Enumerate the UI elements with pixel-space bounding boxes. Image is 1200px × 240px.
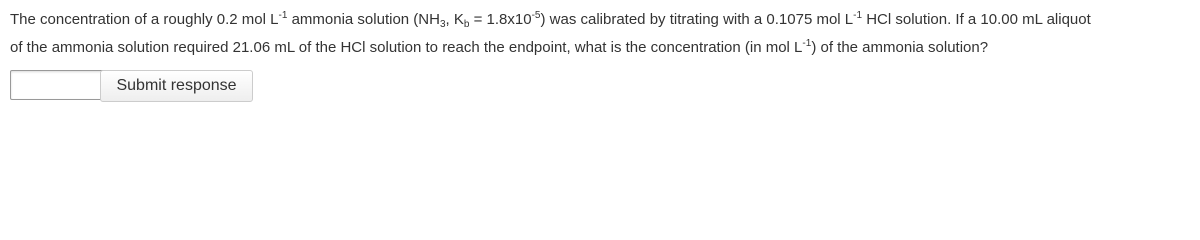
question-line-2 — [10, 34, 1195, 62]
superscript: -1 — [278, 10, 288, 21]
question-segment: of the ammonia solution required 21.06 mL of the HCl solution to reach the endpoint, what is the concentration (in mol L — [10, 39, 803, 56]
question-segment: , K — [445, 11, 464, 28]
question-segment: ammonia solution (NH — [287, 11, 440, 28]
question-segment: The concentration of a roughly 0.2 mol L — [10, 11, 279, 28]
subscript: 3 — [439, 19, 446, 30]
question-segment: ) was calibrated by titrating with a 0.1075 mol L — [540, 11, 854, 28]
superscript: -5 — [531, 10, 541, 21]
question-line-1 — [10, 6, 1195, 34]
question-segment: ) of the ammonia solution? — [811, 39, 989, 56]
superscript: -1 — [802, 38, 812, 49]
question-text — [10, 6, 1195, 62]
question-segment: HCl solution. If a 10.00 mL aliquot — [862, 11, 1091, 28]
submit-response-button[interactable]: Submit response — [100, 70, 253, 102]
answer-input[interactable] — [10, 70, 105, 100]
question-segment: = 1.8x10 — [469, 11, 532, 28]
superscript: -1 — [853, 10, 863, 21]
subscript: b — [463, 19, 470, 30]
